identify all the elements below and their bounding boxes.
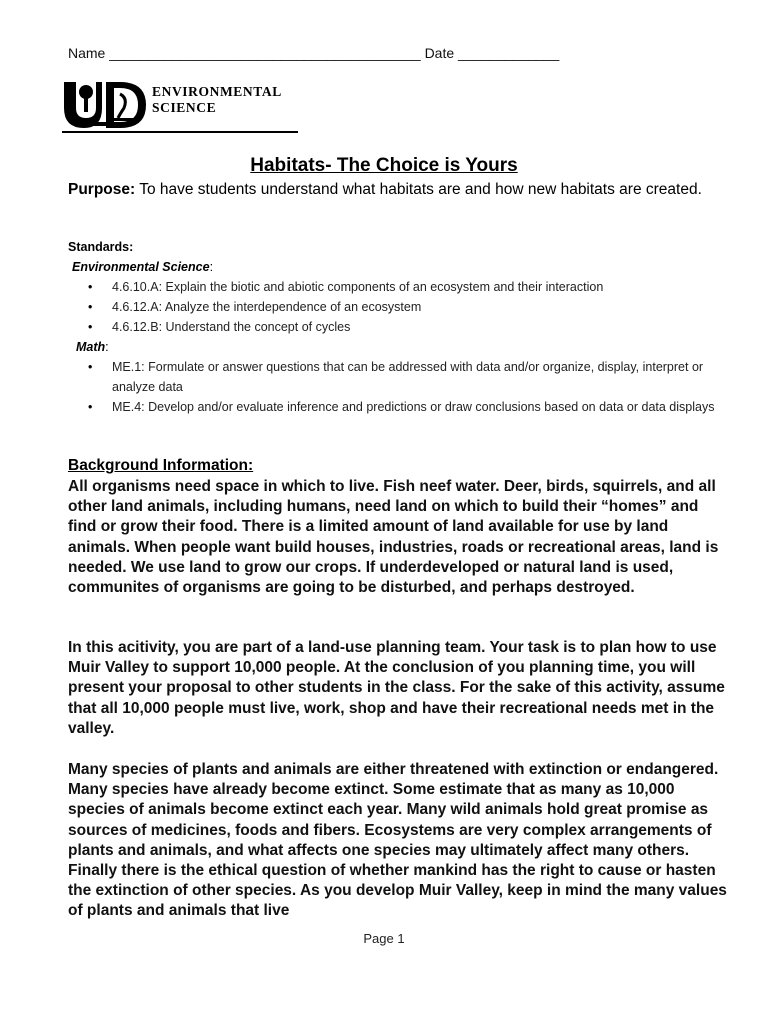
background-paragraph-3: Many species of plants and animals are either threatened with extinction or endangered. Many species have already become extinct. Some estimate that as many as 10,000 species of animals become extinct each year. Many wild animals hold great promise as sources of medicines, foods and fibers. Ecosystems are very complex arrangements of plants and animals, and what affects one species may ultimately affect many others. Finally there is the ethical question of whether mankind has the right to cause or hasten the extinction of other species. As you develop Muir Valley, keep in mind the many values of plants and animals that live <box>68 761 727 920</box>
purpose-paragraph <box>68 180 728 200</box>
ud-seal-icon <box>62 78 148 130</box>
standards-group-math <box>68 337 728 357</box>
logo-line-2: SCIENCE <box>152 100 217 115</box>
logo-line-1: ENVIRONMENTAL <box>152 84 282 99</box>
list-item: • 4.6.10.A: Explain the biotic and abiotic components of an ecosystem and their interaction <box>112 277 728 297</box>
page-number: Page 1 <box>363 931 405 946</box>
name-date-line: Name ________________________________________ Date _____________ <box>68 45 560 61</box>
standards-group-environmental <box>68 257 728 277</box>
purpose-label: Purpose: <box>68 181 136 198</box>
group-suffix: : <box>209 260 214 274</box>
standards-heading: Standards: <box>68 240 134 254</box>
group-name: Math <box>76 340 106 354</box>
list-item: • 4.6.12.A: Analyze the interdependence of an ecosystem <box>112 297 728 317</box>
standards-section <box>68 237 728 417</box>
purpose-text: To have students understand what habitats are and how new habitats are created. <box>135 181 702 198</box>
list-item: • ME.1: Formulate or answer questions that can be addressed with data and/or organize, display, interpret or analyze data <box>112 357 728 397</box>
document-title: Habitats- The Choice is Yours <box>250 155 518 176</box>
logo-rule <box>62 131 298 133</box>
background-paragraph-1: All organisms need space in which to live. Fish neef water. Deer, birds, squirrels, and all other land animals, including humans, need land on which to build their “homes” and find or grow their food. There is a limited amount of land available for use by land animals. When people want build houses, industries, roads or recreational areas, land is needed. We use land to grow our crops. If underdeveloped or natural land is used, communites of organisms are going to be disturbed, and perhaps destroyed. <box>68 478 719 597</box>
group-name: Environmental Science <box>72 260 210 274</box>
background-paragraph-2: In this acitivity, you are part of a land-use planning team. Your task is to plan how to use Muir Valley to support 10,000 people. At the conclusion of you planning time, you will present your proposal to other students in the class. For the sake of this activity, assume that all 10,000 people must live, work, shop and have their recreational needs met in the valley. <box>68 639 725 737</box>
logo-text <box>152 84 282 116</box>
list-item: • 4.6.12.B: Understand the concept of cycles <box>112 317 728 337</box>
environmental-standards-list <box>68 277 728 337</box>
list-item: • ME.4: Develop and/or evaluate inference and predictions or draw conclusions based on data or data displays <box>112 397 728 417</box>
ud-environmental-science-logo <box>62 78 302 134</box>
group-suffix: : <box>105 340 109 354</box>
background-heading: Background Information: <box>68 457 254 474</box>
math-standards-list <box>68 357 728 417</box>
